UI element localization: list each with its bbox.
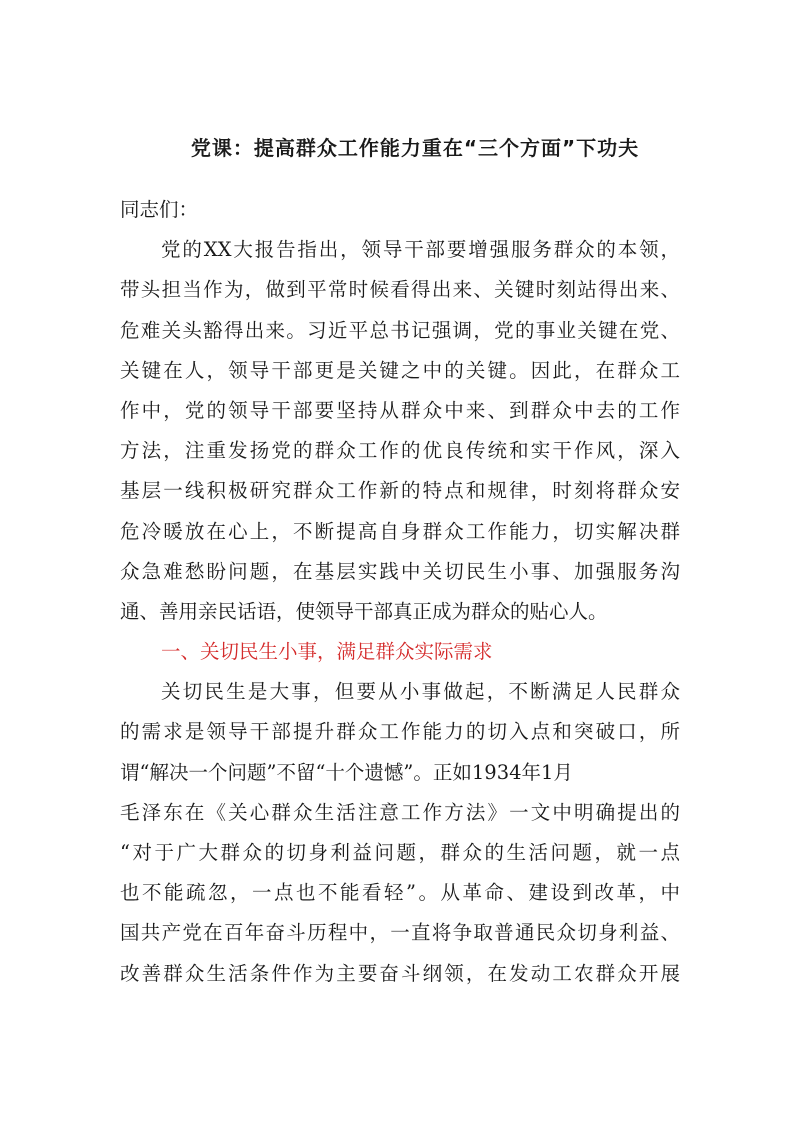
paragraph-line: 改善群众生活条件作为主要奋斗纲领，在发动工农群众开展: [120, 961, 680, 985]
paragraph-line: 众急难愁盼问题，在基层实践中关切民生小事、加强服务沟: [120, 559, 680, 583]
paragraph-line: 危冷暖放在心上，不断提高自身群众工作能力，切实解决群: [120, 519, 680, 543]
paragraph-line: 作中，党的领导干部要坚持从群众中来、到群众中去的工作: [120, 398, 680, 422]
section-heading: 一、关切民生小事，满足群众实际需求: [161, 640, 493, 664]
paragraph-line: 关切民生是大事，但要从小事做起，不断满足人民群众: [161, 680, 680, 704]
paragraph-line: 也不能疏忽，一点也不能看轻”。从革命、建设到改革，中: [120, 881, 680, 905]
paragraph-line: 方法，注重发扬党的群众工作的优良传统和实干作风，深入: [120, 439, 680, 463]
paragraph-line: 毛泽东在《关心群众生活注意工作方法》一文中明确提出的: [120, 800, 680, 824]
paragraph-line: 的需求是领导干部提升群众工作能力的切入点和突破口，所: [120, 720, 680, 744]
paragraph-section1: [120, 672, 680, 994]
paragraph-line: “对于广大群众的切身利益问题，群众的生活问题，就一点: [120, 841, 680, 864]
paragraph-line: 基层一线积极研究群众工作新的特点和规律，时刻将群众安: [120, 479, 680, 503]
paragraph-line: 关键在人，领导干部更是关键之中的关键。因此，在群众工: [120, 358, 680, 382]
paragraph-line: 谓“解决一个问题”不留“十个遗憾”。正如1934年1月: [120, 760, 573, 784]
document-title: 党课：提高群众工作能力重在“三个方面”下功夫: [190, 136, 640, 160]
paragraph-line: 危难关头豁得出来。习近平总书记强调，党的事业关键在党、: [120, 318, 680, 342]
document-page: [120, 120, 680, 994]
paragraph-line: 国共产党在百年奋斗历程中，一直将争取普通民众切身利益、: [120, 921, 680, 945]
salutation: 同志们：: [120, 198, 199, 221]
paragraph-line: 通、善用亲民话语，使领导干部真正成为群众的贴心人。: [120, 599, 608, 623]
paragraph-line: 党的XX大报告指出，领导干部要增强服务群众的本领，: [161, 238, 680, 262]
paragraph-intro: [120, 230, 680, 632]
paragraph-line: 带头担当作为，做到平常时候看得出来、关键时刻站得出来、: [120, 278, 680, 302]
